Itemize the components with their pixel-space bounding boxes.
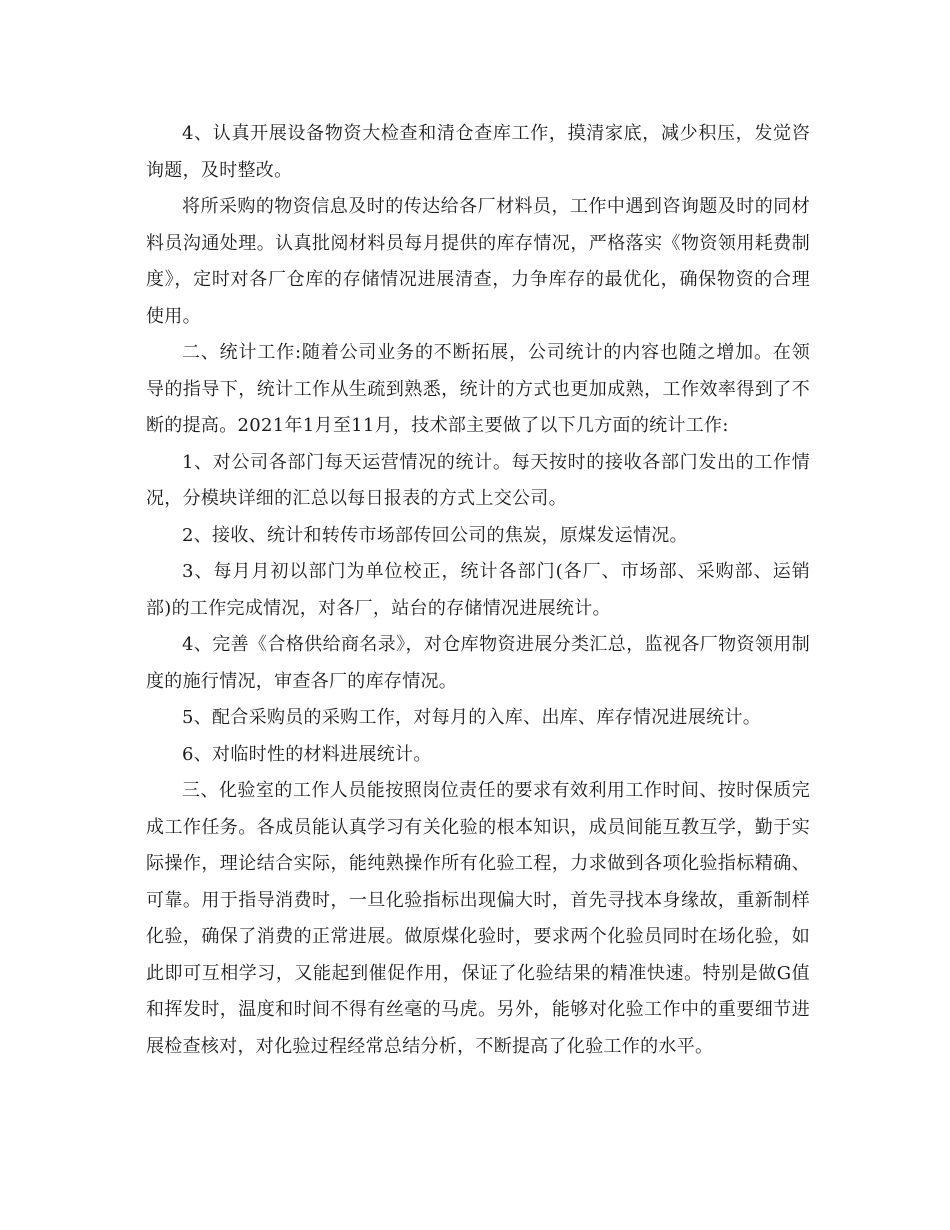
paragraph-statistics-item-3: 3、每月月初以部门为单位校正，统计各部门(各厂、市场部、采购部、运销部)的工作完成情况，对各厂，站台的存储情况进展统计。 — [146, 561, 810, 619]
paragraph-statistics-item-1: 1、对公司各部门每天运营情况的统计。每天按时的接收各部门发出的工作情况，分模块详细的汇总以每日报表的方式上交公司。 — [146, 451, 810, 509]
paragraph-procurement-info: 将所采购的物资信息及时的传达给各厂材料员，工作中遇到咨询题及时的同材料员沟通处理。认真批阅材料员每月提供的库存情况，严格落实《物资领用耗费制度》，定时对各厂仓库的存储情况进展清查，力争库存的最优化，确保物资的合理使用。 — [146, 196, 810, 327]
paragraph-statistics-item-2: 2、接收、统计和转传市场部传回公司的焦炭，原煤发运情况。 — [182, 524, 688, 546]
paragraph-statistics-intro: 二、统计工作:随着公司业务的不断拓展，公司统计的内容也随之增加。在领导的指导下，统计工作从生疏到熟悉，统计的方式也更加成熟，工作效率得到了不断的提高。2021年1月至11月，技术部主要做了以下几方面的统计工作: — [146, 342, 810, 436]
document-body — [146, 116, 810, 1065]
paragraph-statistics-item-5: 5、配合采购员的采购工作，对每月的入库、出库、库存情况进展统计。 — [182, 707, 762, 728]
paragraph-material-inspection: 4、认真开展设备物资大检查和清仓查库工作，摸清家底，减少积压，发觉咨询题，及时整改。 — [146, 123, 810, 181]
paragraph-statistics-item-6: 6、对临时性的材料进展统计。 — [182, 743, 432, 765]
paragraph-laboratory: 三、化验室的工作人员能按照岗位责任的要求有效利用工作时间、按时保质完成工作任务。各成员能认真学习有关化验的根本知识，成员间能互教互学，勤于实际操作，理论结合实际，能纯熟操作所有化验工程，力求做到各项化验指标精确、可靠。用于指导消费时，一旦化验指标出现偏大时，首先寻找本身缘故，重新制样化验，确保了消费的正常进展。做原煤化验时，要求两个化验员同时在场化验，如此即可互相学习，又能起到催促作用，保证了化验结果的精准快速。特别是做G值和挥发时，温度和时间不得有丝毫的马虎。另外，能够对化验工作中的重要细节进展检查核对，对化验过程经常总结分析，不断提高了化验工作的水平。 — [146, 780, 810, 1057]
paragraph-statistics-item-4: 4、完善《合格供给商名录》，对仓库物资进展分类汇总，监视各厂物资领用制度的施行情况，审查各厂的库存情况。 — [146, 634, 810, 692]
